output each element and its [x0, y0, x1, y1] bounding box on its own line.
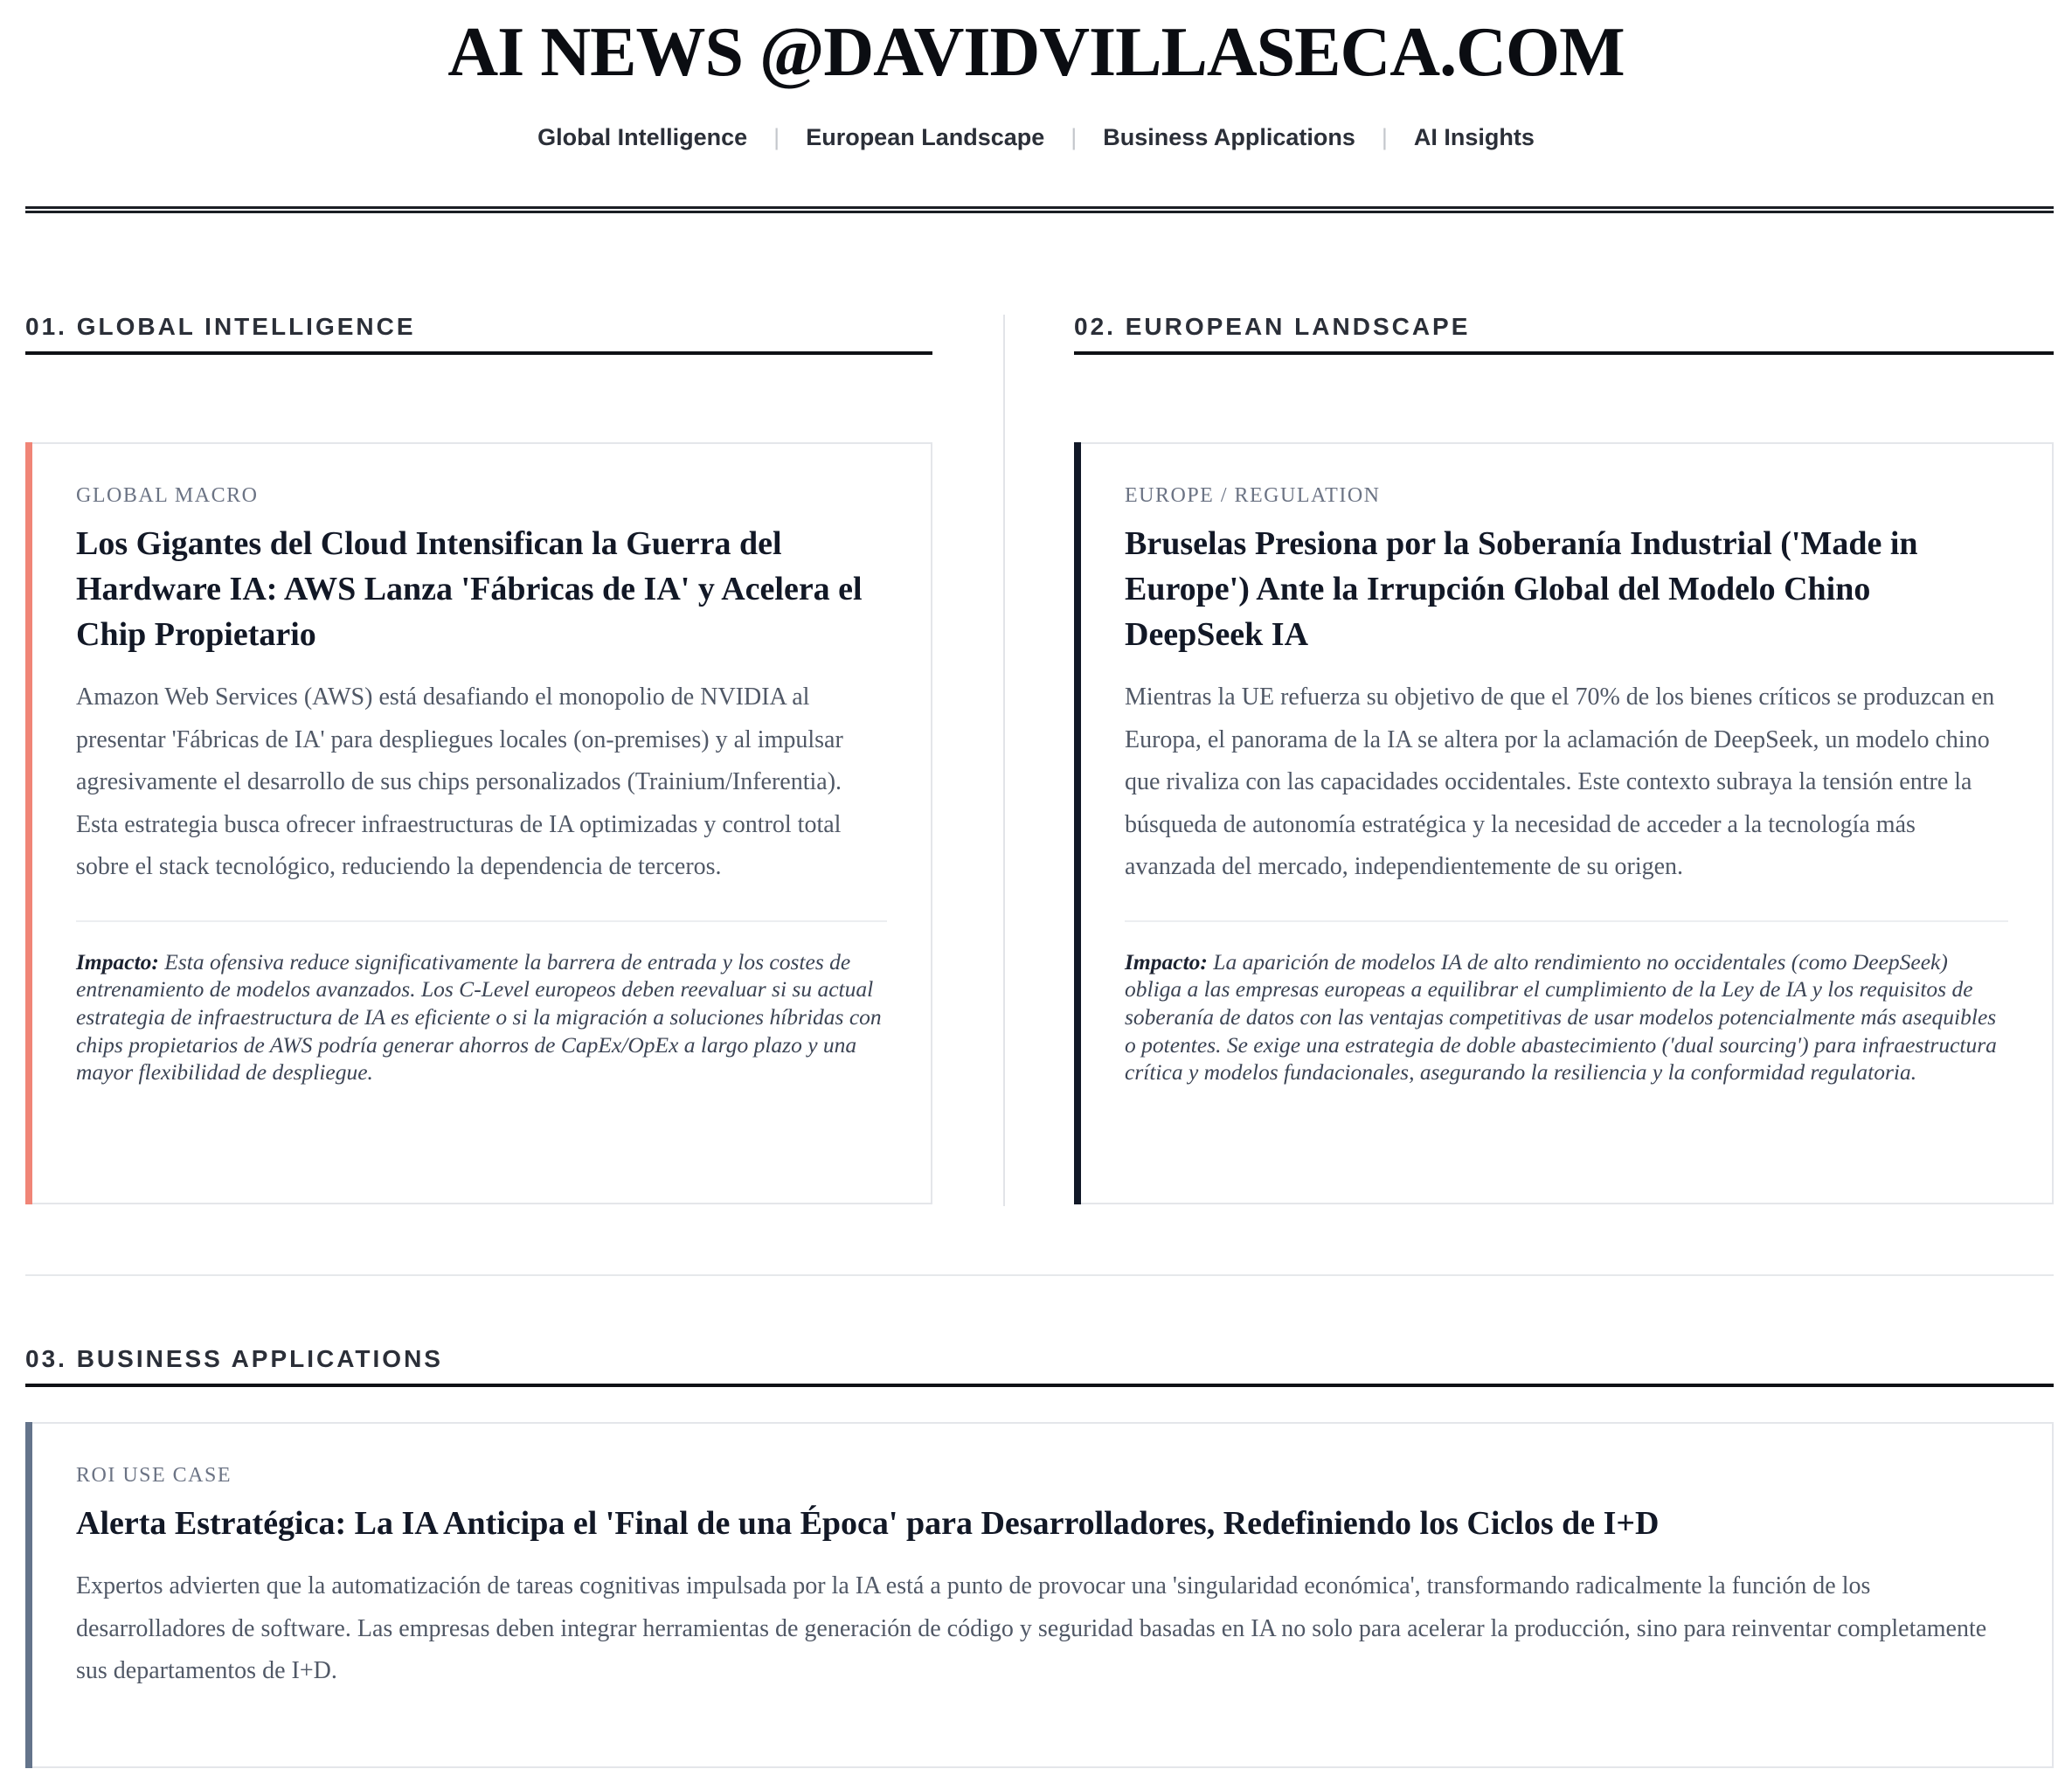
article-summary: Amazon Web Services (AWS) está desafiando el monopolio de NVIDIA al presentar 'Fábricas de IA' para despliegues locales (on-premises) y al impulsar agresivamente el desarrollo de sus chips personalizados (Trainium/Inferentia). Esta estrategia busca ofrecer infraestructuras de IA optimizadas y control total sobre el stack tecnológico, reduciendo la dependencia de terceros. [76, 683, 843, 880]
article-card-europe-regulation[interactable] [1074, 442, 2054, 1204]
card-accent-bar [25, 442, 32, 1204]
article-category: GLOBAL MACRO [76, 484, 259, 507]
article-impact [1125, 948, 2008, 1087]
masthead-double-rule [25, 206, 2054, 213]
section-heading-text: 03. BUSINESS APPLICATIONS [25, 1345, 443, 1372]
card-accent-bar [25, 1422, 32, 1768]
section-heading-business-applications [25, 1342, 2054, 1387]
impact-label: Impacto: [1125, 948, 1208, 975]
article-headline[interactable]: Alerta Estratégica: La IA Anticipa el 'Final de una Época' para Desarrolladores, Redefiniendo los Ciclos de I+D [76, 1505, 1660, 1542]
impact-text: La aparición de modelos IA de alto rendimiento no occidentales (como DeepSeek) obliga a las empresas europeas a equilibrar el cumplimiento de la Ley de IA y los requisitos de soberanía de datos con las ventajas competitivas de usar modelos potencialmente más asequibles o potentes. Se exige una estrategia de doble abastecimiento ('dual sourcing') para infraestructura crítica y modelos fundacionales, asegurando la resiliencia y la conformidad regulatoria. [1125, 948, 1997, 1086]
article-headline[interactable]: Bruselas Presiona por la Soberanía Industrial ('Made in Europe') Ante la Irrupción Global del Modelo Chino DeepSeek IA [1125, 525, 1918, 653]
article-summary: Expertos advierten que la automatización de tareas cognitivas impulsada por la IA está a punto de provocar una 'singularidad económica', transformando radicalmente la función de los desarrolladores de software. Las empresas deben integrar herramientas de generación de código y seguridad basadas en IA no solo para acelerar la producción, sino para reinventar completamente sus departamentos de I+D. [76, 1572, 1987, 1684]
section-heading-text: 01. GLOBAL INTELLIGENCE [25, 313, 416, 340]
article-card-roi-use-case[interactable] [25, 1422, 2054, 1768]
nav-separator: | [1071, 124, 1078, 150]
article-card-global-macro[interactable] [25, 442, 932, 1204]
section-heading-european-landscape [1074, 309, 2054, 355]
nav-link-ai-insights[interactable]: AI Insights [1413, 124, 1535, 150]
nav-separator: | [1381, 124, 1388, 150]
section-heading-global-intelligence [25, 309, 932, 355]
nav-separator: | [773, 124, 780, 150]
card-accent-bar [1074, 442, 1081, 1204]
nav-link-business-applications[interactable]: Business Applications [1103, 124, 1355, 150]
article-impact [76, 948, 887, 1087]
impact-label: Impacto: [76, 948, 159, 975]
section-heading-text: 02. EUROPEAN LANDSCAPE [1074, 313, 1471, 340]
masthead [0, 0, 2072, 151]
impact-text: Esta ofensiva reduce significativamente la barrera de entrada y los costes de entrenamiento de modelos avanzados. Los C-Level europeos deben reevaluar si su actual estrategia de infraestructura de IA es eficiente o si la migración a soluciones híbridas con chips propietarios de AWS podría generar ahorros de CapEx/OpEx a largo plazo y una mayor flexibilidad de despliegue. [76, 948, 882, 1086]
site-title: AI NEWS @DAVIDVILLASECA.COM [447, 14, 1625, 91]
top-navigation [0, 124, 2072, 151]
article-category: EUROPE / REGULATION [1125, 484, 1381, 507]
impact-divider [76, 920, 887, 922]
impact-divider [1125, 920, 2008, 922]
nav-link-global-intelligence[interactable]: Global Intelligence [537, 124, 748, 150]
article-headline[interactable]: Los Gigantes del Cloud Intensifican la Guerra del Hardware IA: AWS Lanza 'Fábricas de IA' y Acelera el Chip Propietario [76, 525, 863, 653]
article-summary: Mientras la UE refuerza su objetivo de que el 70% de los bienes críticos se produzcan en Europa, el panorama de la IA se altera por la aclamación de DeepSeek, un modelo chino que rivaliza con las capacidades occidentales. Este contexto subraya la tensión entre la búsqueda de autonomía estratégica y la necesidad de acceder a la tecnología más avanzada del mercado, independientemente de su origen. [1125, 683, 1995, 880]
column-divider [1003, 315, 1005, 1206]
article-category: ROI USE CASE [76, 1464, 232, 1487]
nav-link-european-landscape[interactable]: European Landscape [806, 124, 1045, 150]
row-divider [25, 1274, 2054, 1276]
